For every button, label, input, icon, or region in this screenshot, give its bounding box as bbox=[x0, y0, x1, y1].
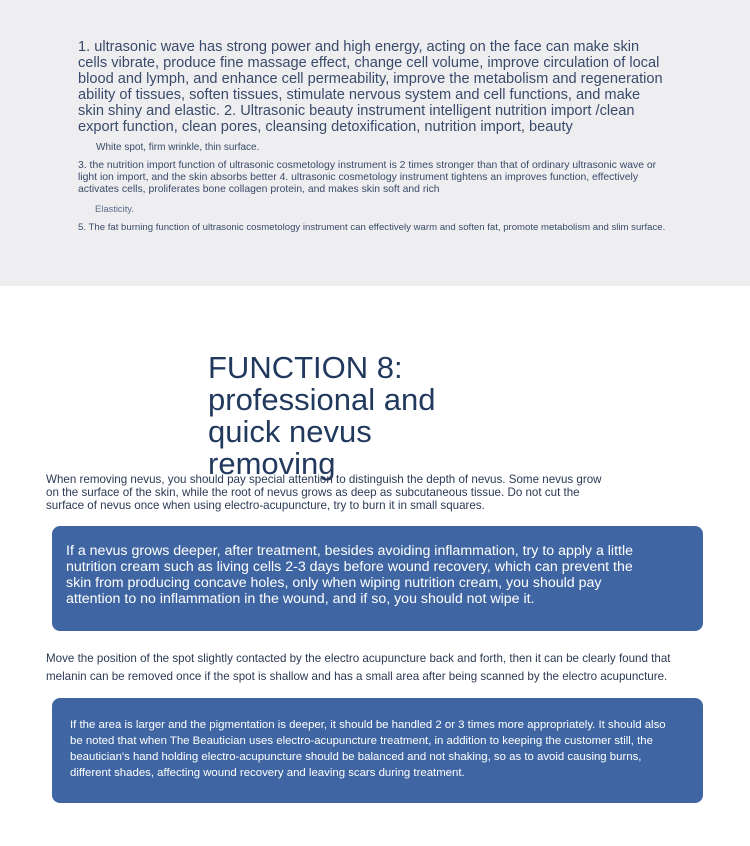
pigmentation-card bbox=[52, 698, 703, 803]
top-text-panel bbox=[0, 0, 750, 286]
function-8-heading-wrap bbox=[208, 350, 508, 481]
function-8-heading: FUNCTION 8: professional and quick nevus removing bbox=[208, 350, 436, 481]
deep-nevus-card-text: If a nevus grows deeper, after treatment, besides avoiding inflammation, try to apply a little nutrition cream such as living cells 2-3 days before wound recovery, which can prevent the skin from producing concave holes, only when wiping nutrition cream, you should pay attention to no inflammation in the wound, and if so, you should not wipe it. bbox=[66, 543, 634, 607]
ultrasonic-functions-paragraph-tail: White spot, firm wrinkle, thin surface. bbox=[96, 142, 260, 153]
nutrition-import-paragraph: 3. the nutrition import function of ultrasonic cosmetology instrument is 2 times stronger than that of ordinary ultrasonic wave or light ion import, and the skin absorbs better 4. ultrasonic cosmetology instrument tightens an improves function, effectively activates cells, proliferates bone collagen protein, and makes skin soft and rich bbox=[78, 160, 657, 195]
ultrasonic-functions-paragraph: 1. ultrasonic wave has strong power and high energy, acting on the face can make skin cells vibrate, produce fine massage effect, change cell volume, improve circulation of local blood and lymph, and enhance cell permeability, improve the metabolism and regeneration ability of tissues, soften tissues, stimulate nervous system and cell functions, and make skin shiny and elastic. 2. Ultrasonic beauty instrument intelligent nutrition import /clean export function, clean pores, cleansing detoxification, nutrition import, beauty bbox=[78, 39, 663, 135]
spot-movement-text: Move the position of the spot slightly contacted by the electro acupuncture back and forth, then it can be clearly found that melanin can be removed once if the spot is shallow and has a small area after being scanned by the electro acupuncture. bbox=[46, 652, 671, 683]
fat-burning-paragraph: 5. The fat burning function of ultrasonic cosmetology instrument can effectively warm and soften fat, promote metabolism and slim surface. bbox=[78, 222, 666, 233]
pigmentation-card-text: If the area is larger and the pigmentation is deeper, it should be handled 2 or 3 times more appropriately. It should also be noted that when The Beautician uses electro-acupuncture treatment, in addition to keeping the customer still, the beautician's hand holding electro-acupuncture should be balanced and not shaking, so as to avoid causing burns, different shades, affecting wound recovery and leaving scars during treatment. bbox=[70, 719, 666, 779]
nutrition-import-paragraph-tail: Elasticity. bbox=[95, 203, 134, 214]
deep-nevus-card bbox=[52, 526, 703, 631]
nevus-intro-text: When removing nevus, you should pay special attention to distinguish the depth of nevus. Some nevus grow on the surface of the skin, while the root of nevus grows as deep as subcutaneous tissue. Do not cut the surface of nevus once when using electro-acupuncture, try to burn it in small squares. bbox=[46, 473, 602, 512]
